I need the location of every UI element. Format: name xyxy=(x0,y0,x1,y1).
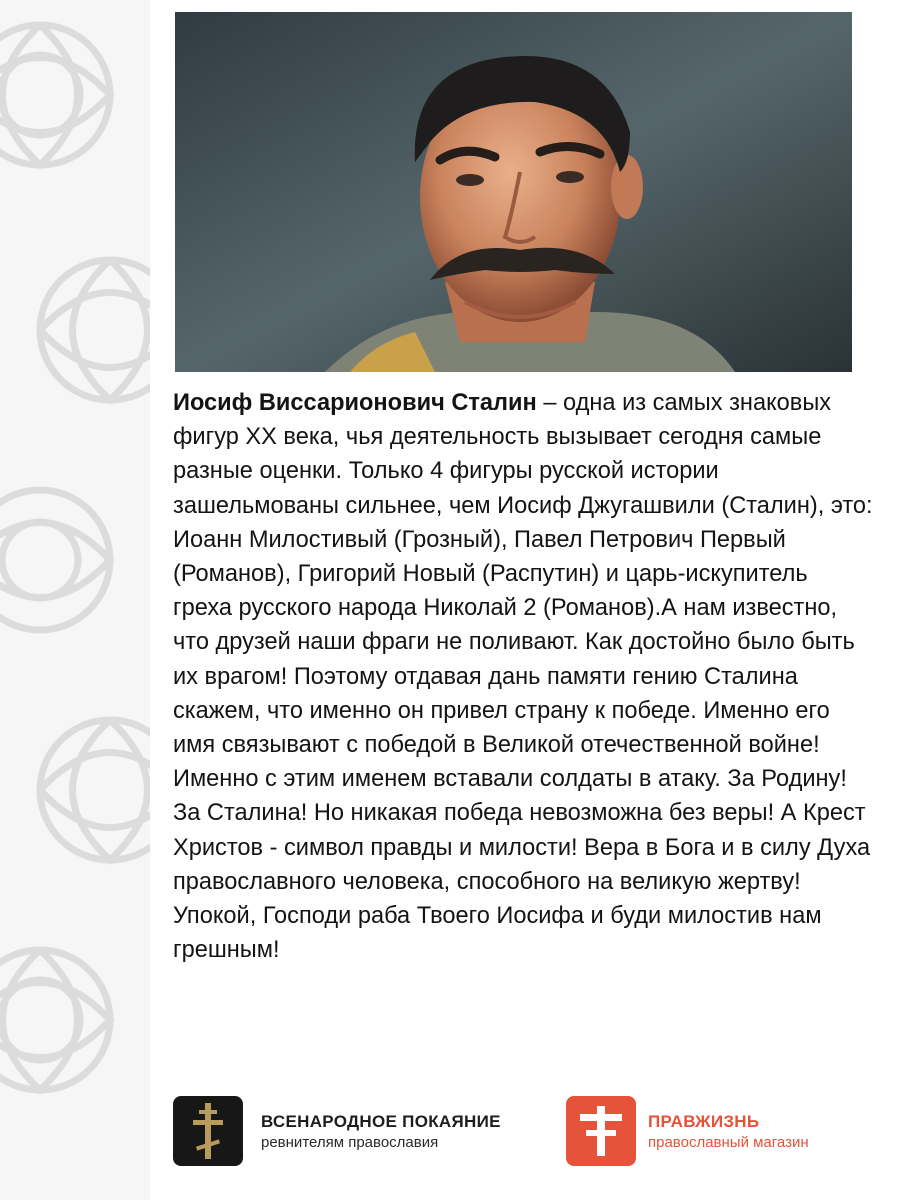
orthodox-cross-icon xyxy=(173,1096,243,1166)
red-cross-logo-icon xyxy=(566,1096,636,1166)
article-text xyxy=(173,386,873,967)
article-body: – одна из самых знаковых фигур XX века, чья деятельность вызывает сегодня самые разные оценки. Только 4 фигуры русской истории зашельмованы сильнее, чем Иосиф Джугашвили (Сталин), это: Иоанн Милостивый (Грозный), Павел Петрович Первый (Романов), Григорий Новый (Распутин) и царь-искупитель греха русского народа Николай 2 (Романов).А нам известно, что друзей наши фраги не поливают. Как достойно было быть их врагом! Поэтому отдавая дань памяти гению Сталина скажем, что именно он привел страну к победе. Именно его имя связывают с победой в Великой отечественной войне! Именно с этим именем вставали солдаты в атаку. За Родину! За Сталина! Но никакая победа невозможна без веры! А Крест Христов - символ правды и милости! Вера в Бога и в силу Духа православного человека, способного на великую жертву!Упокой, Господи раба Твоего Иосифа и буди милостив нам грешным! xyxy=(173,390,873,964)
brand-subtitle: ревнителям православия xyxy=(261,1133,439,1151)
shop-subtitle: православный магазин xyxy=(648,1133,809,1151)
stalin-portrait xyxy=(175,12,852,372)
side-ornament xyxy=(0,0,150,1200)
shop-title: ПРАВЖИЗНЬ xyxy=(648,1111,760,1131)
footer-brand-left[interactable] xyxy=(173,1096,501,1166)
footer-brand-right[interactable] xyxy=(566,1096,809,1166)
article-name: Иосиф Виссарионович Сталин xyxy=(173,390,537,416)
brand-title: ВСЕНАРОДНОЕ ПОКАЯНИЕ xyxy=(261,1111,501,1131)
